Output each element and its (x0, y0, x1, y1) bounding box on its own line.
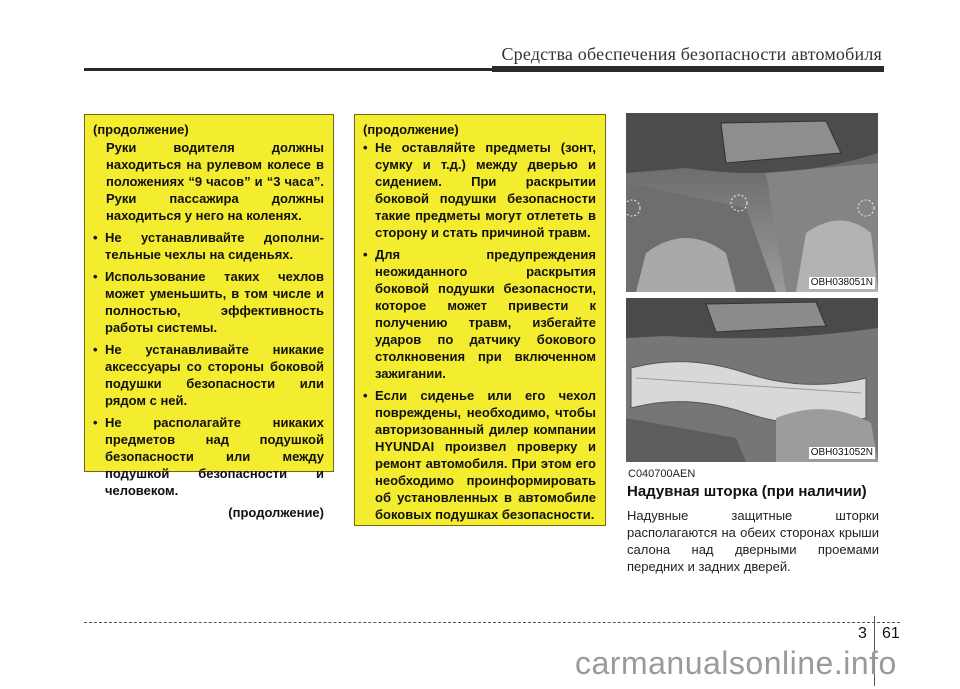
warning-bullet: • Не устанавливайте дополни-тельные чехлы на сиденьях. (93, 230, 324, 262)
airbag-photo-bottom (626, 298, 878, 462)
warning-box-left (84, 114, 334, 520)
photo-code: OBH031052N (810, 447, 873, 458)
warning-box-middle (354, 114, 606, 526)
warning-bullet: • Не располагайте никаких предметов над подушкой безопасности или между подушкой безопасности и человеком. (93, 415, 324, 498)
warning-bullet: • Не устанавливайте никакие аксессуары со стороны боковой подушки безопасности или рядом с ней. (93, 342, 324, 408)
continued-label-bottom: (продолжение) (228, 505, 324, 520)
curtain-airbag-illustration (626, 298, 878, 462)
chapter-number: 3 (858, 625, 867, 642)
page-header-title: Средства обеспечения безопасности автомобиля (501, 44, 882, 64)
page-number: 61 (882, 625, 900, 642)
section-code: C040700AEN (628, 468, 696, 480)
bullet-dot-icon: • (93, 342, 98, 357)
bullet-dot-icon: • (93, 269, 98, 284)
watermark-text: carmanualsonline.info (575, 645, 897, 681)
continued-label: (продолжение) (93, 122, 189, 137)
continued-label: (продолжение) (363, 122, 459, 137)
section-title: Надувная шторка (при наличии) (627, 483, 867, 500)
bullet-dot-icon: • (363, 388, 368, 403)
header-rule-accent (492, 66, 884, 72)
bullet-dot-icon: • (93, 230, 98, 245)
bullet-dot-icon: • (363, 140, 368, 155)
photo-code: OBH038051N (810, 277, 873, 288)
footer-rule (84, 622, 900, 624)
warning-bullet: • Не оставляйте предметы (зонт, сумку и т.д.) между дверью и сидением. При раскрытии боковой подушки безопасности такие предметы могут отлететь в сторону и стать причиной травм. (363, 140, 596, 240)
car-interior-illustration (626, 113, 878, 292)
warning-paragraph: Руки водителя должны находиться на рулевом колесе в положениях “9 часов” и “3 часа”. Руки пассажира должны находиться у него на коленях. (106, 140, 324, 223)
warning-bullet: • Для предупреждения неожиданного раскрытия боковой подушки безопасности, которое может привести к получению травм, избегайте ударов по датчику бокового столкновения при включенном зажигании. (363, 247, 596, 381)
section-body: Надувные защитные шторки располагаются на обеих сторонах крыши салона над дверными проемами передних и задних дверей. (627, 508, 879, 574)
warning-bullet: • Если сиденье или его чехол повреждены, необходимо, чтобы авторизованный дилер компании HYUNDAI произвел проверку и ремонт автомобиля. При этом его необходимо проинформировать об установленных в автомобиле боковых подушках безопасности. (363, 388, 596, 522)
bullet-dot-icon: • (363, 247, 368, 262)
warning-bullet: • Использование таких чехлов может уменьшить, в том числе и полностью, эффективность работы системы. (93, 269, 324, 335)
bullet-dot-icon: • (93, 415, 98, 430)
airbag-photo-top (626, 113, 878, 292)
